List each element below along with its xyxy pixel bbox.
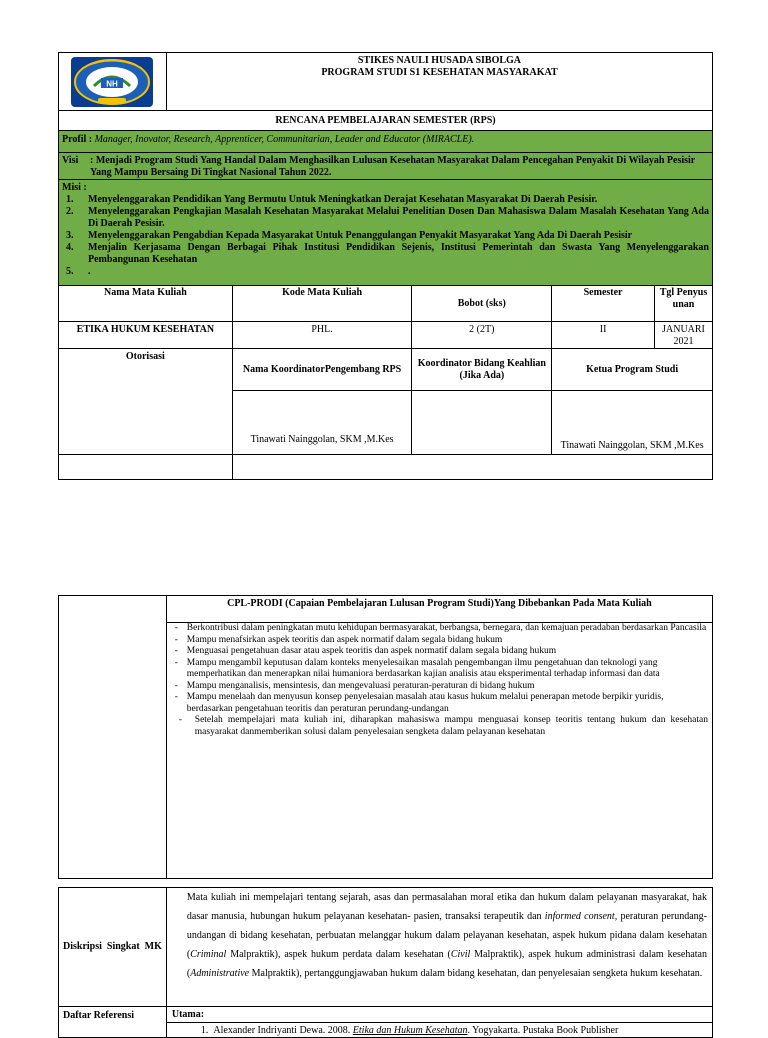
col-tgl: Tgl Penyusunan xyxy=(655,286,713,322)
pengembang-name: Tinawati Nainggolan, SKM ,M.Kes xyxy=(232,391,412,455)
cpl-item: - Mampu mengambil keputusan dalam konteks menyelesaikan masalah pengembangan ilmu pengetahuan dan teknologi yang xyxy=(174,657,658,668)
ketua-prodi-header: Ketua Program Studi xyxy=(552,349,713,391)
visi-row xyxy=(59,153,713,180)
referensi-label: Daftar Referensi xyxy=(59,1007,167,1038)
val-bobot: 2 (2T) xyxy=(412,322,552,349)
cpl-item-continuation: memperhatikan dan menerapkan nilai humaniora berdasarkan kajian analisis atau eksperimental terhadap informasi dan data xyxy=(186,669,660,679)
referensi-item: 1. Alexander Indriyanti Dewa. 2008. Etika dan Hukum Kesehatan. Yogyakarta. Pustaka Book Publisher xyxy=(200,1025,619,1036)
profil-text: Manager, Inovator, Research, Apprenticer, Communitarian, Leader and Educator (MIRACLE). xyxy=(94,134,475,145)
cpl-item: - Setelah mempelajari mata kuliah ini, diharapkan mahasiswa mampu menguasai konsep teoritis tentang hukum dan kesehatan masyarakat danmemberikan solusi dalam penyelesaian sengketa dalam pelayanan kesehatan xyxy=(178,715,708,737)
misi-item: 1. Menyelenggarakan Pendidikan Yang Bermutu Untuk Meningkatkan Derajat Kesehatan Masyarakat Di Daerah Pesisir. xyxy=(66,194,598,205)
referensi-cell xyxy=(166,1007,712,1038)
doc-title: RENCANA PEMBELAJARAN SEMESTER (RPS) xyxy=(59,111,713,131)
cpl-item: - Mampu menganalisis, mensintesis, dan mengevaluasi peraturan-peraturan di bidang hukum xyxy=(174,680,535,691)
referensi-utama: Utama: xyxy=(167,1007,712,1023)
misi-item: 5. . xyxy=(66,266,91,277)
koordinator-pengembang-header: Nama KoordinatorPengembang RPS xyxy=(232,349,412,391)
rps-header-table xyxy=(58,52,713,480)
misi-item: 2. Menyelenggarakan Pengkajian Masalah Kesehatan Masyarakat Melalui Penelitian Dosen Dan Mahasiswa Dalam Masalah Kesehatan Yang Ada Di Daerah Pesisir. xyxy=(66,206,709,229)
val-tgl: JANUARI 2021 xyxy=(655,322,713,349)
svg-text:NH: NH xyxy=(106,79,119,89)
col-semester: Semester xyxy=(552,286,655,322)
cpl-item: - Berkontribusi dalam peningkatan mutu kehidupan bermasyarakat, berbangsa, bernegara, dan kemajuan peradaban berdasarkan Pancasila xyxy=(174,623,707,633)
misi-label: Misi : xyxy=(62,182,87,193)
val-nama-mk: ETIKA HUKUM KESEHATAN xyxy=(59,322,233,349)
program-name: PROGRAM STUDI S1 KESEHATAN MASYARAKAT xyxy=(321,67,558,78)
cpl-item: - Menguasai pengetahuan dasar atau aspek teoritis dan aspek normatif dalam segala bidang hukum xyxy=(174,646,557,656)
koordinator-bidang-name xyxy=(412,391,552,455)
empty-cell-right xyxy=(232,455,712,480)
empty-cell-left xyxy=(59,455,233,480)
cpl-list xyxy=(175,623,708,738)
cpl-item-continuation: berdasarkan pengetahuan teoritis dan peraturan perundang-undangan xyxy=(186,703,449,714)
val-semester: II xyxy=(552,322,655,349)
val-kode-mk: PHL. xyxy=(232,322,412,349)
cpl-item: - Mampu menelaah dan menyusun konsep penyelesaian masalah atau kasus hukum melalui penerapan metode berpikir yuridis, xyxy=(174,692,664,702)
deskripsi-text: Mata kuliah ini mempelajari tentang sejarah, asas dan permasalahan moral etika dan hukum dalam pelayanan masyarakat, hak dasar manusia, hubungan hukum pelayanan kesehatan- pasien, transaksi terapeutik dan informed consent, peraturan perundang-undangan di bidang kesehatan, perbuatan melanggar hukum dalam pelayanan kesehatan, aspek hukum pidana dalam kesehatan (Criminal Malpraktik), aspek hukum perdata dalam kesehatan (Civil Malpraktik), aspek hukum administrasi dalam kesehatan (Administrative Malpraktik), pertanggungjawaban hukum dalam bidang kesehatan, dan penyelesaian sengketa hukum kesehatan. xyxy=(166,888,712,1007)
col-bobot: Bobot (sks) xyxy=(412,286,552,322)
misi-row xyxy=(59,180,713,286)
profil-row xyxy=(59,131,713,153)
institution-name: STIKES NAULI HUSADA SIBOLGA xyxy=(357,55,522,66)
visi-label: Visi xyxy=(62,155,79,166)
profil-label: Profil : xyxy=(62,134,93,145)
otorisasi-label: Otorisasi xyxy=(59,349,233,455)
cpl-title: CPL-PRODI (Capaian Pembelajaran Lulusan Program Studi)Yang Dibebankan Pada Mata Kuliah xyxy=(166,596,712,623)
logo-cell xyxy=(59,53,167,111)
koordinator-bidang-header: Koordinator Bidang Keahlian (Jika Ada) xyxy=(412,349,552,391)
misi-list xyxy=(62,194,709,278)
col-nama-mk: Nama Mata Kuliah xyxy=(59,286,233,322)
misi-item: 4. Menjalin Kerjasama Dengan Berbagai Pihak Institusi Pendidikan Sejenis, Institusi Pemerintah dan Swasta Yang Menyelenggarakan Pembangunan Kesehatan xyxy=(66,242,709,265)
deskripsi-label: Diskripsi Singkat MK xyxy=(59,888,167,1007)
header-title-cell xyxy=(166,53,712,111)
cpl-list-cell xyxy=(166,623,712,879)
cpl-item: - Mampu menafsirkan aspek teoritis dan aspek normatif dalam segala bidang hukum xyxy=(174,634,503,645)
cpl-left-cell xyxy=(59,596,167,879)
ketua-name: Tinawati Nainggolan, SKM ,M.Kes xyxy=(552,391,713,455)
rps-detail-table xyxy=(58,595,713,1038)
col-kode-mk: Kode Mata Kuliah xyxy=(232,286,412,322)
misi-item: 3. Menyelenggarakan Pengabdian Kepada Masyarakat Untuk Penanggulangan Penyakit Masyarakat Yang Ada Di Daerah Pesisir xyxy=(66,230,633,241)
institution-logo xyxy=(70,56,154,108)
visi-text: : Menjadi Program Studi Yang Handal Dalam Menghasilkan Lulusan Kesehatan Masyarakat Dalam Pencegahan Penyakit Di Wilayah Pesisir Yang Mampu Bersaing Di Tingkat Nasional Tahun 2022. xyxy=(90,155,696,178)
